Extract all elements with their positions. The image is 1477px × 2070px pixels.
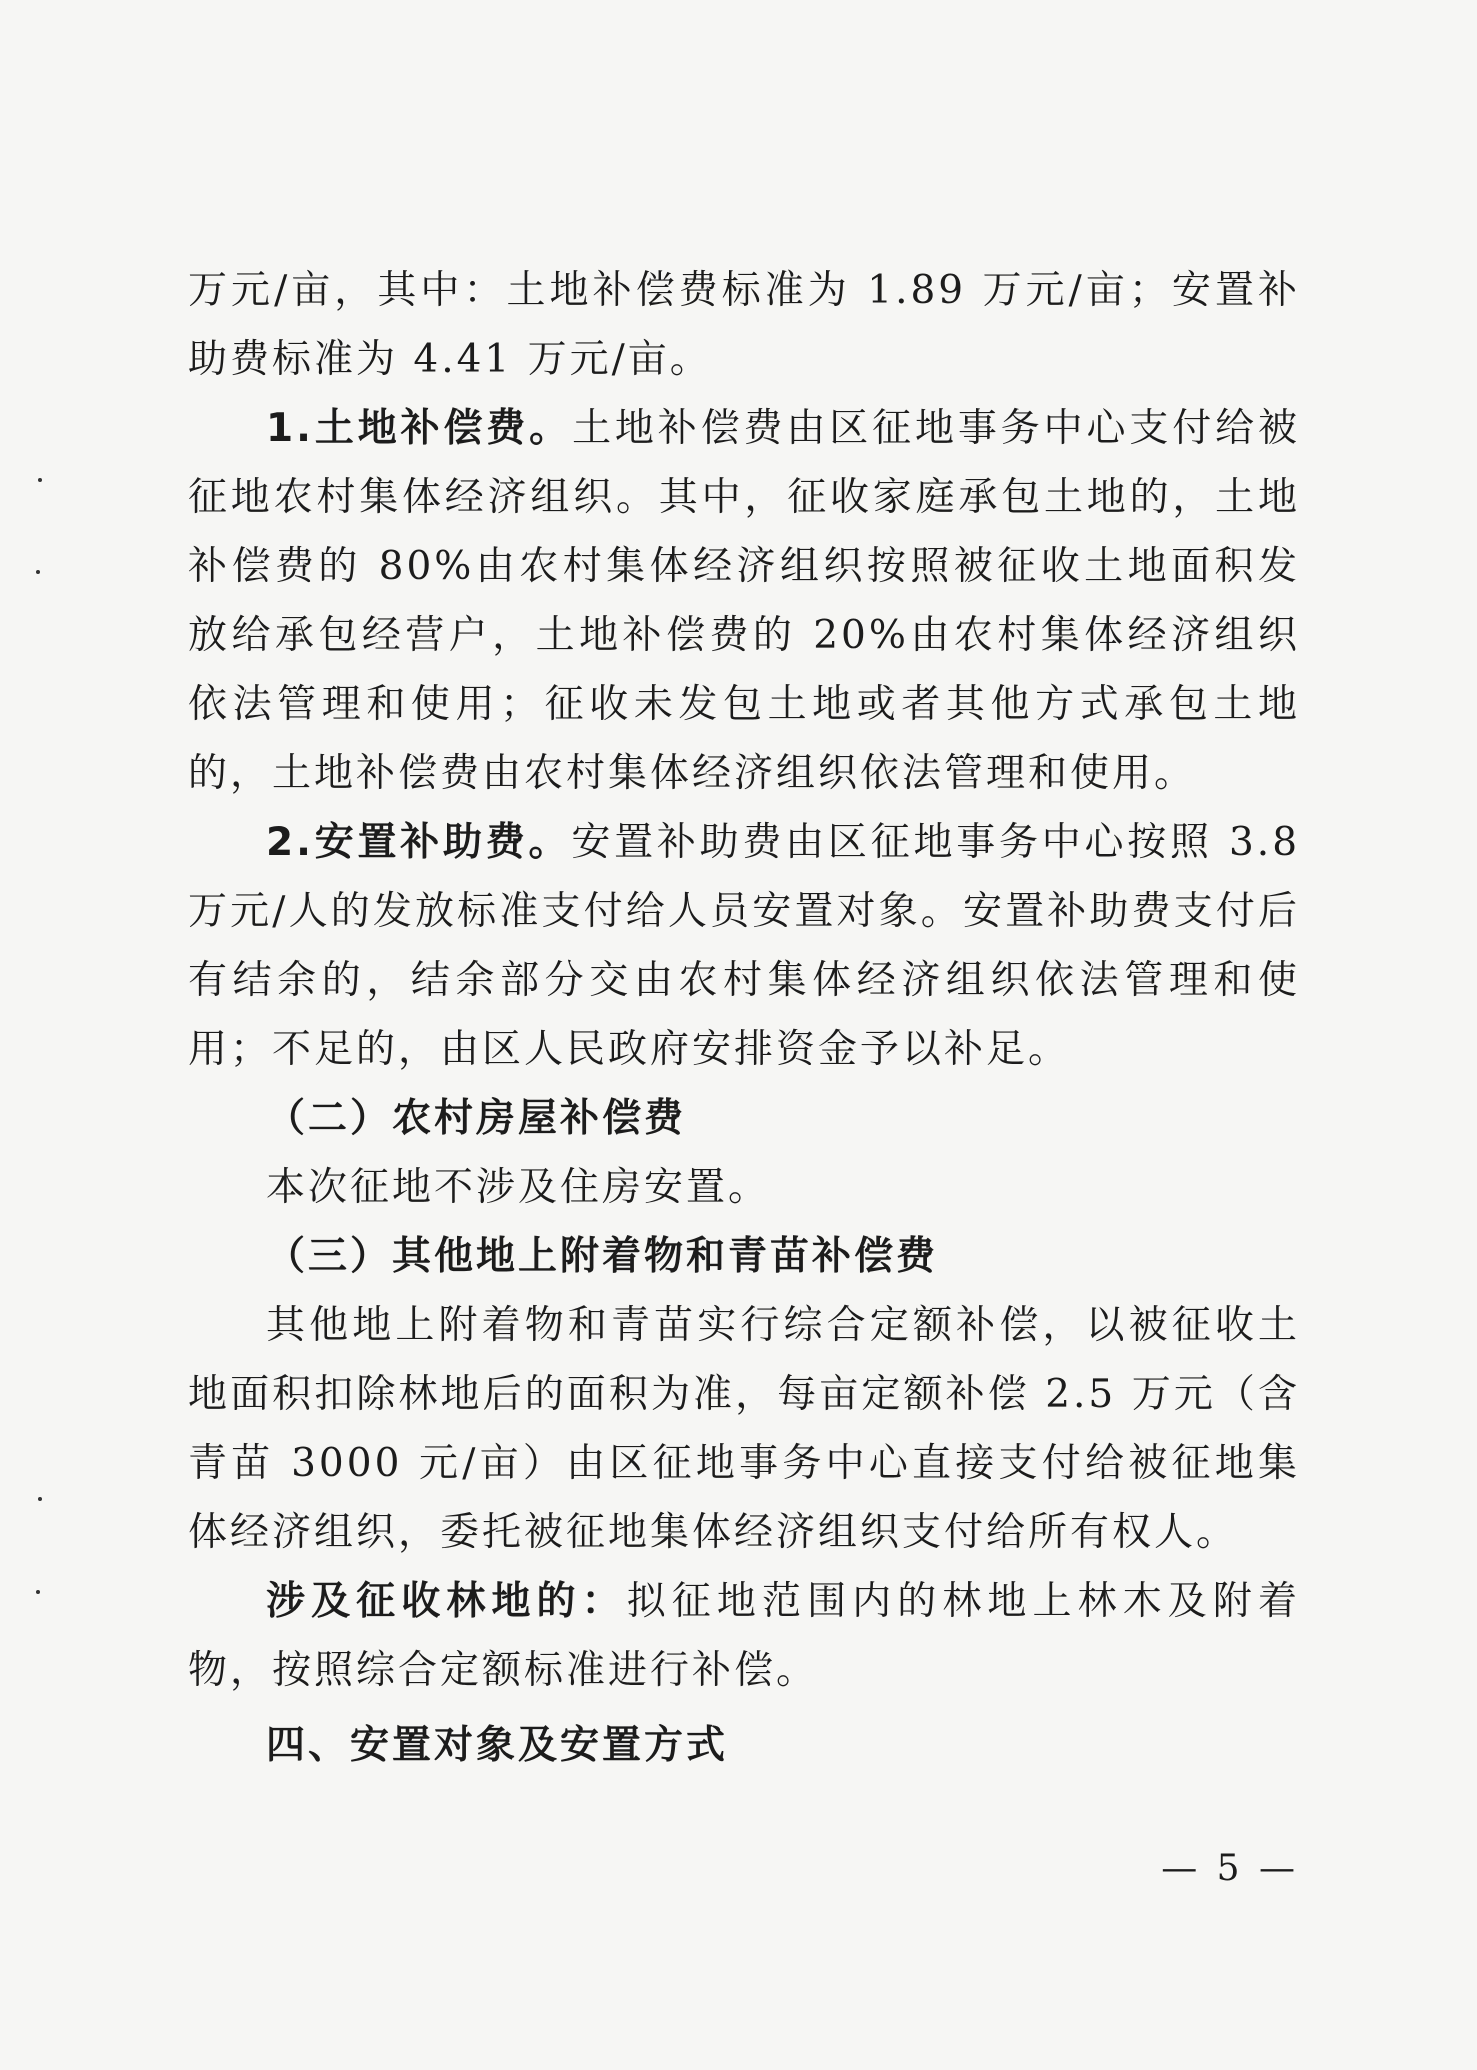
paragraph-lead: 涉及征收林地的： <box>266 1579 627 1624</box>
paragraph-housing: 本次征地不涉及住房安置。 <box>266 1165 771 1210</box>
scan-speck <box>36 1590 40 1594</box>
paragraph-text: 安置补助费由区征地事务中心按照 3.8 万元/人的发放标准支付给人员安置对象。安置补助费支付后有结余的，结余部分交由农村集体经济组织依法管理和使用；不足的，由区人民政府安排资金予以补足。 <box>188 820 1301 1072</box>
scan-speck <box>36 570 40 574</box>
paragraph-text: 拟征地范围内的林地上林木及附着物，按照综合定额标准进行补偿。 <box>188 1579 1300 1693</box>
paragraph-continuation <box>188 256 1300 394</box>
scan-speck <box>38 1497 42 1501</box>
paragraph-text: 万元/亩，其中：土地补偿费标准为 1.89 万元/亩；安置补助费标准为 4.41 万元/亩。 <box>188 268 1300 382</box>
paragraph-forest-land <box>188 1567 1300 1705</box>
section-heading-housing: （二）农村房屋补偿费 <box>266 1096 687 1141</box>
paragraph-text: 土地补偿费由区征地事务中心支付给被征地农村集体经济组织。其中，征收家庭承包土地的，土地补偿费的 80%由农村集体经济组织按照被征收土地面积发放给承包经营户，土地补偿费的 20%由农村集体经济组织依法管理和使用；征收未发包土地或者其他方式承包土地的，土地补偿费由农村集体经济组织依法管理和使用。 <box>188 406 1300 796</box>
paragraph-lead: 2.安置补助费。 <box>266 820 572 865</box>
paragraph-resettlement-subsidy <box>188 808 1300 1084</box>
scan-speck <box>38 478 42 482</box>
section-heading-attachments: （三）其他地上附着物和青苗补偿费 <box>266 1234 939 1279</box>
paragraph-land-compensation <box>188 394 1300 808</box>
page-number: — 5 — <box>1161 1848 1299 1889</box>
paragraph-attachments: 其他地上附着物和青苗实行综合定额补偿，以被征收土地面积扣除林地后的面积为准，每亩定额补偿 2.5 万元（含青苗 3000 元/亩）由区征地事务中心直接支付给被征地集体经济组织，委托被征地集体经济组织支付给所有权人。 <box>188 1303 1300 1555</box>
document-body <box>188 256 1300 1780</box>
paragraph-lead: 1.土地补偿费。 <box>266 406 573 451</box>
section-heading-resettlement: 四、安置对象及安置方式 <box>266 1723 729 1768</box>
